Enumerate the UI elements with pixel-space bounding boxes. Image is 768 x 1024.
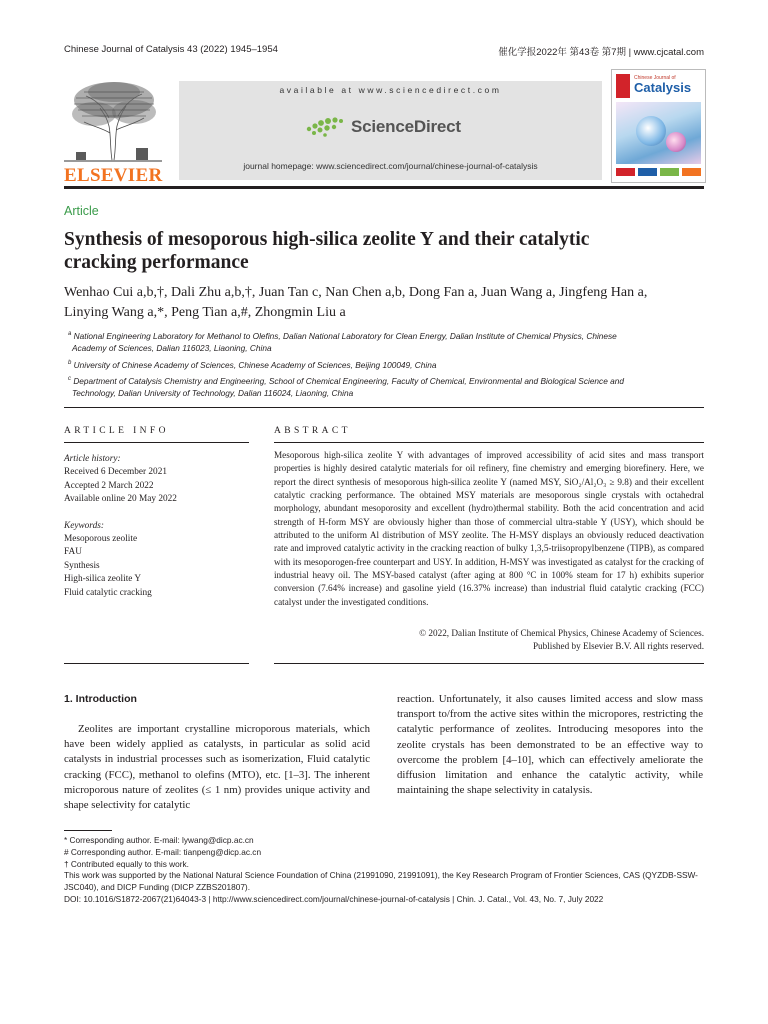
received-date: Received 6 December 2021 xyxy=(64,467,167,478)
abstract-text: Mesoporous high-silica zeolite Y with advantages of improved accessibility of acid sites and mass transport properties is highly desired catalytic materials for oil refinery, fine chemistry and emerging biorefinery. Here, we report the direct synthesis of mesoporous high-silica zeolite Y (named MSY, SiO₂/Al₂O₃ ≥ 9.8) and their excellent catalytic cracking performance. The obtained MSY materials are mesoporous single crystals with octahedral morphology, abundant mesoporosity and excellent (hydro)thermal stability. Both the acid concentration and acid strength of H-form MSY are obviously higher than those of commercial ultra-stable Y (USY), which should be attributed to the uniform Al distribution of MSY zeolite. The H-MSY displays an obviously reduced deactivation rate and improved catalytic activity in the cracking reaction of bulky 1,3,5-triisopropylbenzene (TIPB), as compared with its mesoporogen-free counterpart and USY. In addition, H-MSY was investigated as catalyst for the cracking of industrial heavy oil. The MSY-based catalyst (after aging at 800 °C in 100% steam for 17 h) exhibits superior conversion (7.64% increase) and gasoline yield (16.37% increase) than industrial fluid catalytic cracking (FCC) catalyst under the investigated conditions. xyxy=(274,450,704,607)
introduction-heading: 1. Introduction xyxy=(64,693,137,705)
authors-line-2[interactable]: Linying Wang a,*, Peng Tian a,#, Zhongmin Liu a xyxy=(64,305,346,320)
affiliation-b: $^b$ University of Chinese Academy of Sciences, Chinese Academy of Sciences, Beijing 100049, China xyxy=(68,359,437,370)
footnotes xyxy=(64,835,704,906)
elsevier-logo xyxy=(64,78,163,186)
journal-cover[interactable] xyxy=(611,69,706,183)
keywords-label: Keywords: xyxy=(64,520,104,531)
info-bottom-rule xyxy=(64,663,249,664)
title-line-2: cracking performance xyxy=(64,252,249,273)
keyword: FAU xyxy=(64,547,82,558)
sciencedirect-wordmark: ScienceDirect xyxy=(351,117,461,136)
header-divider xyxy=(64,186,704,189)
cover-subtitle: Chinese Journal of xyxy=(634,75,676,81)
affiliation-a: $^a$ National Engineering Laboratory for Methanol to Olefins, Dalian National Laboratory for Clean Energy, Dalian Institute of Chemical Physics, Chinese Academy of Sciences, Dalian 116023, Liaoning, China xyxy=(68,330,617,354)
corresponding-author-1[interactable]: * Corresponding author. E-mail: lywang@dicp.ac.cn xyxy=(64,835,254,845)
cover-title: Catalysis xyxy=(634,80,692,95)
history-label: Article history: xyxy=(64,454,121,464)
authors-line-1[interactable]: Wenhao Cui a,b,†, Dali Zhu a,b,†, Juan Tan c, Nan Chen a,b, Dong Fan a, Juan Wang a, Jingfeng Han a, xyxy=(64,285,648,300)
abstract-bottom-rule xyxy=(274,663,704,664)
sciencedirect-logo[interactable] xyxy=(305,115,461,139)
article-history xyxy=(64,453,254,600)
footnote-rule xyxy=(64,830,112,831)
copyright-line-1: © 2022, Dalian Institute of Chemical Physics, Chinese Academy of Sciences. xyxy=(419,628,704,638)
affiliations xyxy=(64,328,704,400)
online-date: Available online 20 May 2022 xyxy=(64,494,177,505)
sciencedirect-banner xyxy=(179,81,602,180)
journal-homepage-link[interactable]: journal homepage: www.sciencedirect.com/journal/chinese-journal-of-catalysis xyxy=(243,161,538,171)
cover-seal-icon xyxy=(616,74,630,98)
intro-paragraph-right: reaction. Unfortunately, it also causes limited access and slow mass transport to/from the active sites within the micropores, restricting the catalytic performance of zeolites. Introducing mesopores into the zeolite crystals has been demonstrated to be an effective way to overcome the problem [4–10], which can effectively ameliorate the diffusion limitation and enhance the catalytic activity, while maintaining the shape selectivity in catalysis. xyxy=(397,693,703,797)
elsevier-tree-icon xyxy=(64,78,162,162)
sciencedirect-dots-icon xyxy=(305,115,345,139)
equal-contribution-note: † Contributed equally to this work. xyxy=(64,858,189,869)
affiliations-divider xyxy=(64,407,704,408)
corresponding-author-2[interactable]: # Corresponding author. E-mail: tianpeng@dicp.ac.cn xyxy=(64,846,262,857)
funding-note: This work was supported by the National Natural Science Foundation of China (21991090, 21991091), the Key Research Program of Frontier Sciences, CAS (QYZDB-SSW-JSC040), and DICP Funding (DICP ZZBS201807). xyxy=(64,870,698,893)
doi-line[interactable]: DOI: 10.1016/S1872-2067(21)64043-3 | http://www.sciencedirect.com/journal/chinese-journal-of-catalysis | Chin. J. Catal., Vol. 43, No. 7, July 2022 xyxy=(64,893,604,904)
title-line-1: Synthesis of mesoporous high-silica zeolite Y and their catalytic xyxy=(64,229,590,250)
article-type: Article xyxy=(64,204,99,218)
keyword: Fluid catalytic cracking xyxy=(64,587,152,598)
abstract-rule xyxy=(274,442,704,443)
article-info-rule xyxy=(64,442,249,443)
keyword: Mesoporous zeolite xyxy=(64,534,138,545)
abstract-heading: ABSTRACT xyxy=(274,426,351,436)
affiliation-c: $^c$ Department of Catalysis Chemistry and Engineering, School of Chemical Engineering, Faculty of Chemical, Environmental and Biological Science and Technology, Dalian University of Technology, Dalian 116024, Liaoning, China xyxy=(68,375,624,399)
available-at-text[interactable]: available at www.sciencedirect.com xyxy=(279,85,502,95)
elsevier-wordmark: ELSEVIER xyxy=(64,165,163,186)
keyword: High-silica zeolite Y xyxy=(64,574,142,585)
abstract-copyright xyxy=(274,627,704,654)
article-title xyxy=(64,228,704,274)
keyword: Synthesis xyxy=(64,560,100,571)
cover-artwork xyxy=(616,102,701,164)
author-list xyxy=(64,283,704,323)
accepted-date: Accepted 2 March 2022 xyxy=(64,480,154,491)
running-header-right: 催化学报2022年 第43卷 第7期 | www.cjcatal.com xyxy=(498,47,704,58)
running-header-left: Chinese Journal of Catalysis 43 (2022) 1945–1954 xyxy=(64,44,278,55)
copyright-line-2: Published by Elsevier B.V. All rights reserved. xyxy=(532,641,704,652)
intro-paragraph-left: Zeolites are important crystalline microporous materials, which have been widely applied as catalysts, in particular as solid acid catalysts in industrial processes such as isomerization, Fluid catalytic cracking (FCC), methanol to olefins (MTO), etc. [1–3]. The inherent microporous nature of zeolites (≤ 1 nm) provides unique activity and shape selectivity for catalytic xyxy=(64,723,370,812)
article-info-heading: ARTICLE INFO xyxy=(64,426,169,436)
